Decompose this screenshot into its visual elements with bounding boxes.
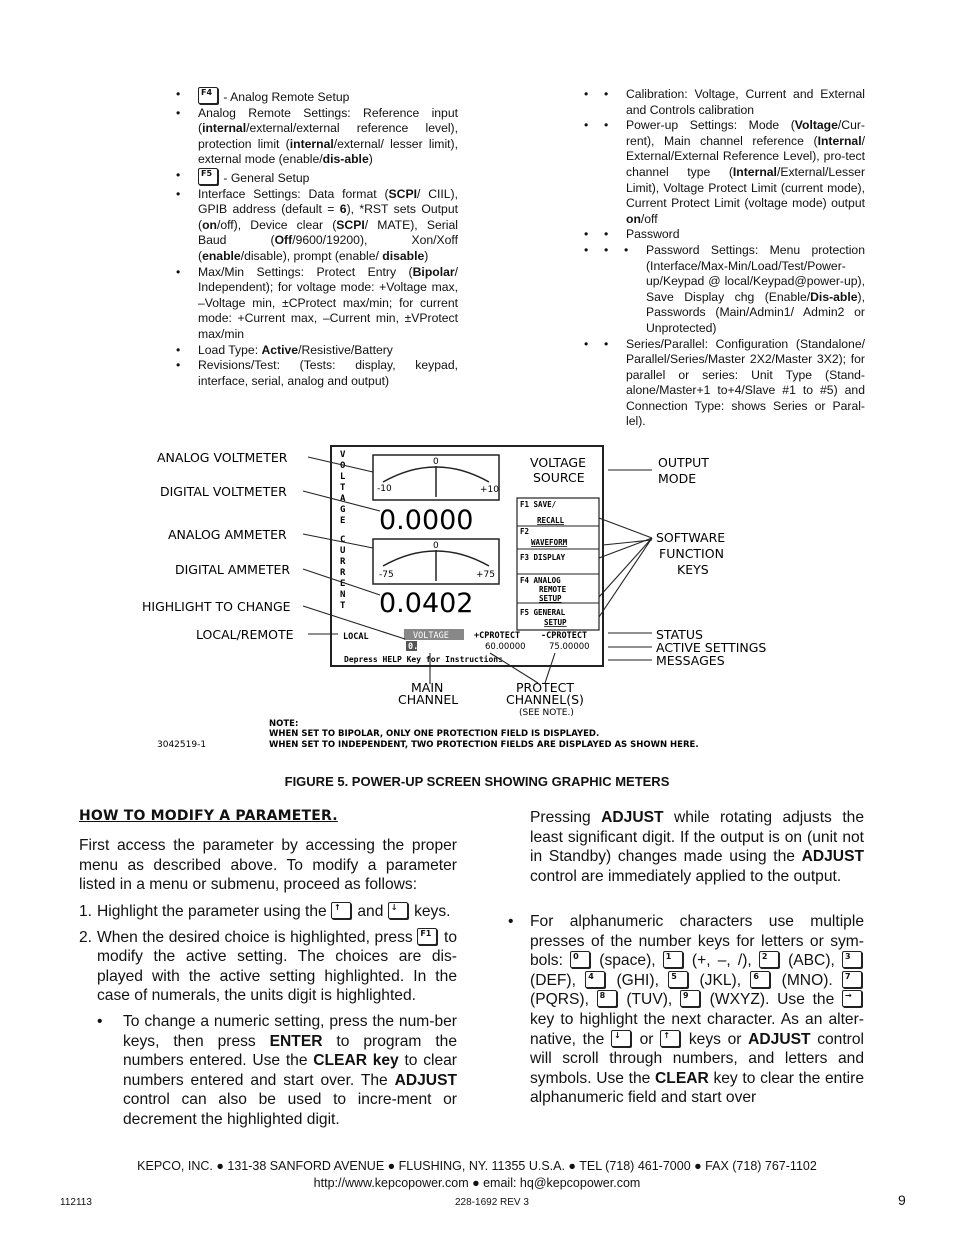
steps-list	[79, 902, 457, 1012]
note-title: NOTE:	[269, 719, 299, 729]
f1-key: F1 SAVE/	[520, 500, 557, 509]
footer-address: KEPCO, INC. ● 131-38 SANFORD AVENUE ● FLUSHING, NY. 11355 U.S.A. ● TEL (718) 461-7000 ● FAX (718) 767-1102	[137, 1159, 817, 1173]
label-protect: PROTECT	[516, 680, 574, 695]
left-list-item: • Analog Remote Settings: Reference input (internal/external/external reference level), protection limit (internal/external/ lesser limit), external mode (enable/dis-able)	[176, 105, 458, 167]
footer-doc: 228-1692 REV 3	[455, 1197, 529, 1208]
label-software: SOFTWARE	[656, 530, 726, 545]
label-analog-voltmeter: ANALOG VOLTMETER	[157, 450, 288, 465]
section-heading: HOW TO MODIFY A PARAMETER.	[79, 808, 338, 824]
vertical-letter: E	[340, 579, 346, 589]
vertical-letter: G	[340, 505, 346, 515]
label-local-remote: LOCAL/REMOTE	[196, 627, 294, 642]
adjust-paragraph: Pressing ADJUST while rotating adjusts the least significant digit. If the output is on (unit not in Standby) changes made using the ADJUST control are immediately applied to the output.	[530, 809, 864, 885]
label-analog-ammeter: ANALOG AMMETER	[168, 527, 287, 542]
label-see-note: (SEE NOTE.)	[519, 708, 574, 718]
label-keys: KEYS	[677, 562, 709, 577]
label-digital-voltmeter: DIGITAL VOLTMETER	[160, 484, 287, 499]
left-list-item: • F5 - General Setup	[176, 167, 310, 185]
curr-scale-zero: 0	[433, 541, 439, 551]
alphanumeric-bullet: • For alphanumeric characters use multiple presses of the number keys for letters or sym-bols: 0 (space), 1 (+, –, /), 2 (ABC), 3 (DEF), 4 (GHI), 5 (JKL), 6 (MNO). 7 (PQRS), 8 (TUV), 9 (WXYZ). Use the → key to highlight the next character. As an alter-native, the ↓ or ↑ keys or ADJUST control will scroll through numbers, and letters and symbols. Use the CLEAR key to clear the entire alphanumeric field and start over	[508, 913, 865, 1107]
local-status: LOCAL	[343, 632, 369, 642]
svg-text:SETUP: SETUP	[539, 594, 562, 603]
label-digital-ammeter: DIGITAL AMMETER	[175, 562, 291, 577]
figure-caption: FIGURE 5. POWER-UP SCREEN SHOWING GRAPHIC METERS	[284, 774, 670, 789]
svg-text:60.00000: 60.00000	[485, 642, 526, 652]
svg-text:REMOTE: REMOTE	[539, 585, 567, 594]
page-number: 9	[898, 1192, 906, 1208]
vertical-letter: C	[340, 535, 346, 545]
label-mode: MODE	[658, 471, 697, 486]
svg-text:VOLTAGE: VOLTAGE	[413, 631, 449, 641]
vertical-letter: V	[340, 450, 346, 460]
label-messages: MESSAGES	[656, 653, 725, 668]
step-item: 2. When the desired choice is highlighted, press F1 to modify the active setting. The choices are dis-played with the active setting highlighted. In the case of numerals, the units digit is highlighted.	[79, 928, 457, 1005]
key-up-icon: ↑	[331, 902, 351, 919]
f4-key: F4 ANALOG	[520, 576, 561, 585]
digital-voltmeter: 0.0000	[379, 505, 474, 536]
key-down-icon: ↓	[611, 1030, 631, 1047]
f5-key: F5 GENERAL	[520, 608, 566, 617]
svg-text:SETUP: SETUP	[544, 618, 567, 627]
label-active-settings: ACTIVE SETTINGS	[656, 640, 767, 655]
key-up-icon: ↑	[660, 1030, 680, 1047]
key-6-icon: 6	[750, 971, 770, 988]
cprotect-pos-label: +CPROTECT	[474, 631, 521, 641]
vertical-letter: U	[340, 546, 346, 556]
digital-ammeter: 0.0402	[379, 588, 474, 619]
numeric-bullet: • To change a numeric setting, press the num-ber keys, then press ENTER to program the numbers entered. Use the CLEAR key to clear numbers entered and start over. The ADJUST control can also be used to incre-ment or decrement the highlighted digit.	[97, 1013, 458, 1128]
volt-scale-max: +10	[480, 485, 499, 495]
key-3-icon: 3	[842, 951, 862, 968]
figure-id: 3042519-1	[157, 740, 207, 750]
left-list-item: • Interface Settings: Data format (SCPI/ CIIL), GPIB address (default = 6), *RST sets Output (on/off), Device clear (SCPI/ MATE), Serial Baud (Off/9600/19200), Xon/Xoff (enable/disable), prompt (enable/ disable)	[176, 186, 458, 263]
key-8-icon: 8	[597, 990, 617, 1007]
key-f5-icon: F5	[198, 168, 218, 185]
label-main-channel: CHANNEL	[398, 692, 459, 707]
key-down-icon: ↓	[388, 902, 408, 919]
curr-scale-max: +75	[476, 570, 495, 580]
left-list-item: • Max/Min Settings: Protect Entry (Bipolar/ Independent); for voltage mode: +Voltage max, –Voltage min, ±CProtect max/min; for current mode: +Current max, –Current min, ±VProtect max/min	[176, 264, 458, 341]
vertical-letter: T	[340, 601, 346, 611]
vertical-letter: R	[340, 557, 346, 567]
footer-code: 112113	[60, 1197, 92, 1208]
svg-text:75.00000: 75.00000	[549, 642, 590, 652]
volt-scale-zero: 0	[433, 457, 439, 467]
intro-paragraph: First access the parameter by accessing the proper menu as described above. To modify a parameter listed in a menu or submenu, proceed as follows:	[79, 837, 457, 894]
output-mode-line2: SOURCE	[533, 470, 585, 485]
website-link[interactable]: http://www.kepcopower.com	[313, 1176, 469, 1190]
f2-key: F2	[520, 527, 530, 536]
key-0-icon: 0	[570, 951, 590, 968]
key-5-icon: 5	[668, 971, 688, 988]
step-item: 1. Highlight the parameter using the ↑ and ↓ keys.	[79, 903, 451, 920]
email-link[interactable]: email: hq@kepcopower.com	[483, 1176, 641, 1190]
left-list-item: • Revisions/Test: (Tests: display, keypad, interface, serial, analog and output)	[176, 358, 458, 388]
volt-scale-min: -10	[377, 484, 392, 494]
svg-text:0.0000: 0.0000	[408, 642, 439, 652]
curr-scale-min: -75	[379, 570, 394, 580]
right-settings-list	[584, 87, 865, 430]
vertical-letter: L	[340, 472, 346, 482]
vertical-letter: T	[340, 483, 346, 493]
label-highlight: HIGHLIGHT TO CHANGE	[142, 599, 291, 614]
footer-web: http://www.kepcopower.com ● email: hq@kepcopower.com	[313, 1176, 641, 1190]
right-list-item: • • Password	[584, 227, 680, 242]
key-2-icon: 2	[759, 951, 779, 968]
vertical-letter: O	[340, 461, 346, 471]
svg-text:RECALL: RECALL	[537, 516, 565, 525]
current-vertical-label	[340, 535, 346, 611]
label-output: OUTPUT	[658, 455, 709, 470]
voltage-vertical-label	[340, 450, 346, 526]
right-list-item: • • • Password Settings: Menu protection (Interface/Max-Min/Load/Test/Power-up/Keypad @ local/Keypad@power-up), Save Display chg (Enable/Dis-able), Passwords (Main/Admin1/ Admin2 or Unprotected)	[584, 242, 865, 335]
help-message: Depress HELP Key for Instructions	[344, 655, 503, 664]
label-protect-channels: CHANNEL(S)	[506, 692, 584, 707]
label-function: FUNCTION	[659, 546, 724, 561]
vertical-letter: E	[340, 516, 346, 526]
left-settings-list	[176, 87, 458, 389]
label-status: STATUS	[656, 627, 703, 642]
output-mode-line1: VOLTAGE	[530, 455, 586, 470]
key-4-icon: 4	[585, 971, 605, 988]
note-line-1: WHEN SET TO BIPOLAR, ONLY ONE PROTECTION FIELD IS DISPLAYED.	[269, 729, 600, 739]
power-up-screen-figure	[0, 440, 954, 765]
left-list-item: • Load Type: Active/Resistive/Battery	[176, 342, 393, 357]
svg-text:WAVEFORM: WAVEFORM	[531, 538, 568, 547]
note-line-2: WHEN SET TO INDEPENDENT, TWO PROTECTION FIELDS ARE DISPLAYED AS SHOWN HERE.	[269, 740, 699, 750]
key-right-icon: →	[842, 990, 862, 1007]
vertical-letter: R	[340, 568, 346, 578]
label-main: MAIN	[411, 680, 444, 695]
right-list-item: • • Series/Parallel: Configuration (Standalone/ Parallel/Series/Master 2X2/Master 3X2); for parallel or series: Unit Type (Stand-alone/Master+1 to+4/Slave #1 to #5) and Connection Type: shows Series or Paral-lel).	[584, 336, 865, 429]
key-1-icon: 1	[663, 951, 683, 968]
vertical-letter: N	[340, 590, 346, 600]
cprotect-neg-label: -CPROTECT	[541, 631, 588, 641]
right-list-item: • • Power-up Settings: Mode (Voltage/Cur-rent), Main channel reference (Internal/ External/External Reference Level), pro-tect channel type (Internal/External/Lesser Limit), Voltage Protect Limit (current mode), Current Protect Limit (voltage mode) output on/off	[584, 118, 865, 226]
right-list-item: • • Calibration: Voltage, Current and External and Controls calibration	[584, 87, 865, 117]
vertical-letter: A	[340, 494, 346, 504]
key-f4-icon: F4	[198, 87, 218, 104]
key-9-icon: 9	[680, 990, 700, 1007]
key-7-icon: 7	[842, 971, 862, 988]
key-f1-icon: F1	[417, 928, 437, 945]
f3-key: F3 DISPLAY	[520, 553, 566, 562]
left-list-item: • F4 - Analog Remote Setup	[176, 87, 350, 104]
